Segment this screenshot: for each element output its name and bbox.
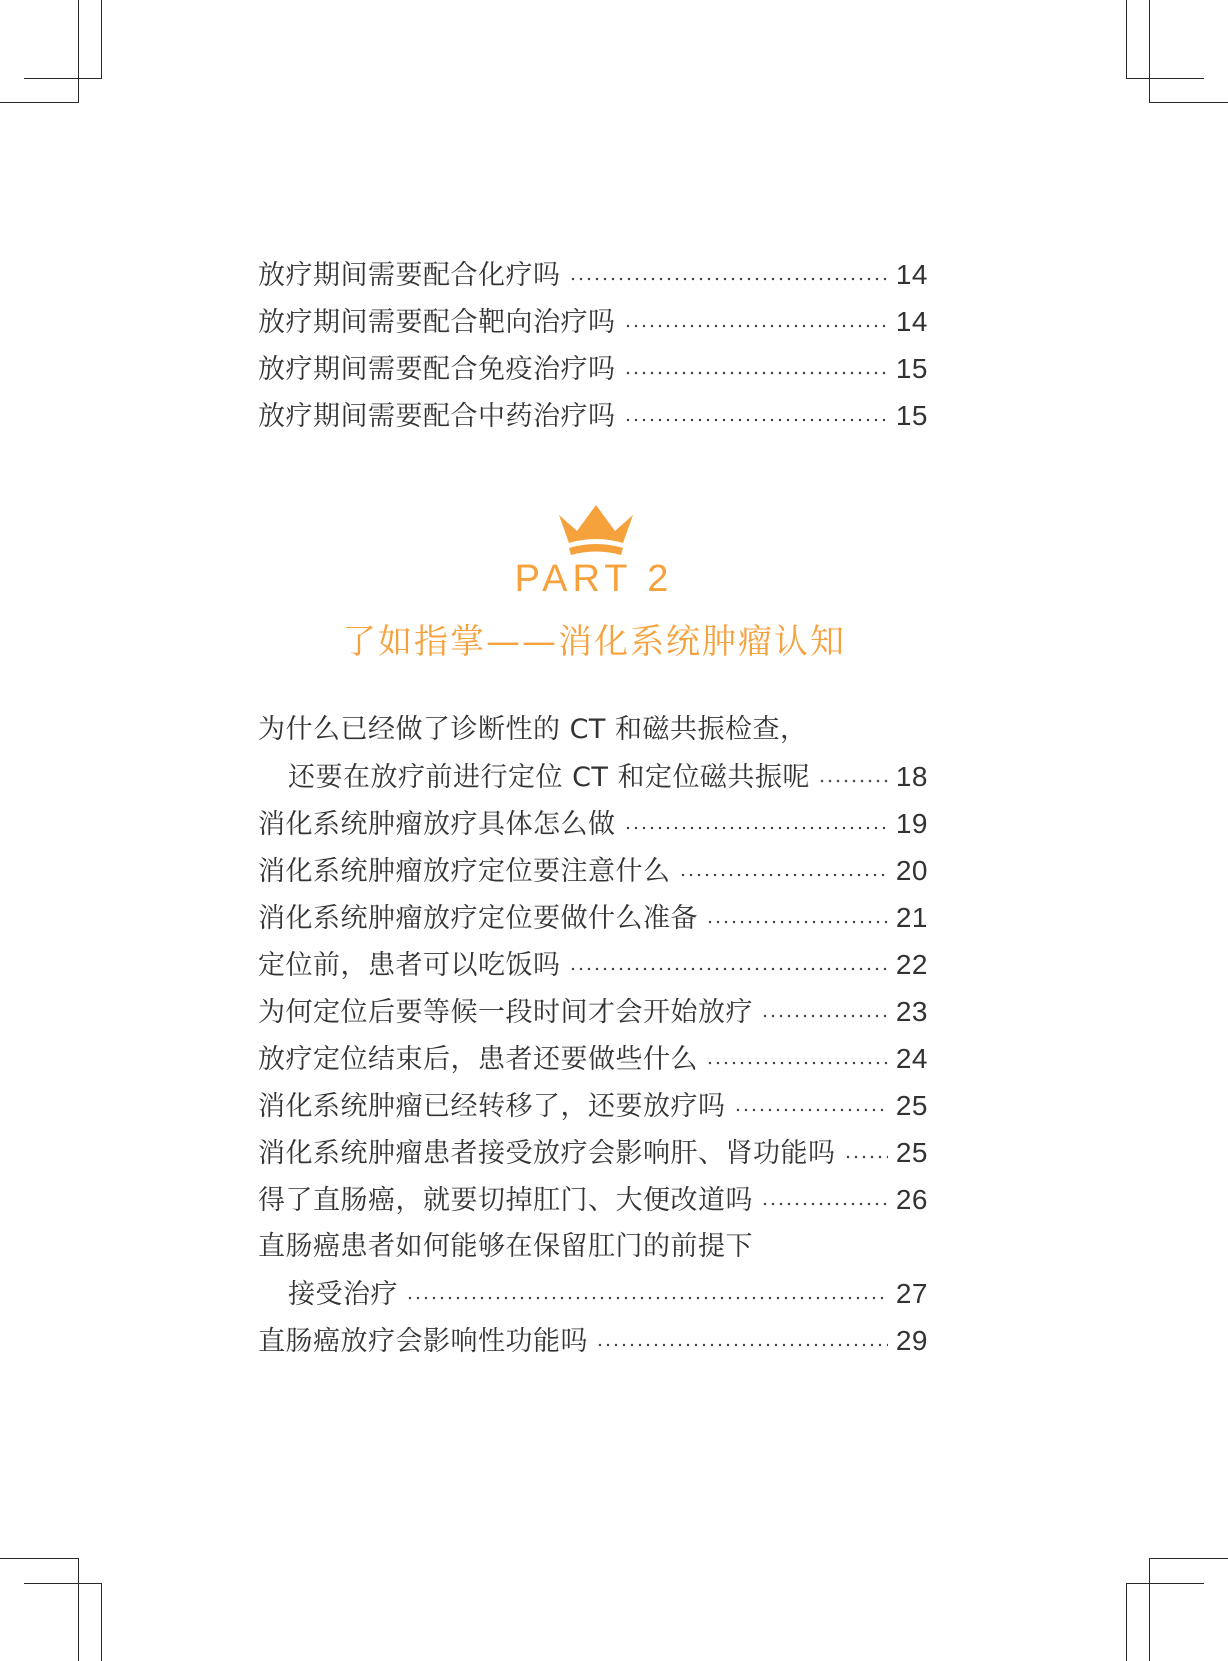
toc-entry-page: 24 bbox=[895, 1043, 928, 1074]
toc-entry-page: 21 bbox=[895, 902, 928, 933]
toc-entry-page: 23 bbox=[895, 996, 928, 1027]
toc-entry[interactable] bbox=[258, 941, 928, 988]
toc-entry-page: 14 bbox=[895, 259, 928, 290]
dot-leader bbox=[706, 920, 888, 924]
toc-entry[interactable] bbox=[258, 753, 928, 800]
toc-entry-title: 得了直肠癌，就要切掉肛门、大便改道吗 bbox=[258, 1185, 753, 1216]
dot-leader bbox=[624, 371, 888, 375]
crop-mark bbox=[1126, 78, 1204, 79]
crop-mark bbox=[24, 78, 102, 79]
toc-entry[interactable] bbox=[258, 345, 928, 392]
toc-entry-title: 消化系统肿瘤已经转移了，还要放疗吗 bbox=[258, 1091, 726, 1122]
crop-mark bbox=[1149, 1558, 1228, 1559]
toc-entry-page: 15 bbox=[895, 400, 928, 431]
dot-leader bbox=[761, 1014, 888, 1018]
toc-entry-page: 15 bbox=[895, 353, 928, 384]
crown-icon bbox=[557, 505, 635, 557]
toc-entry-title: 为什么已经做了诊断性的 CT 和磁共振检查， bbox=[258, 714, 808, 745]
toc-entry-page: 22 bbox=[895, 949, 928, 980]
toc-entry[interactable] bbox=[258, 988, 928, 1035]
crop-mark bbox=[0, 1558, 79, 1559]
toc-entry[interactable] bbox=[258, 847, 928, 894]
toc-entry-page: 20 bbox=[895, 855, 928, 886]
part-title: 了如指掌——消化系统肿瘤认知 bbox=[342, 622, 846, 662]
dot-leader bbox=[734, 1108, 888, 1112]
crop-mark bbox=[78, 1558, 79, 1661]
crop-mark bbox=[101, 1583, 102, 1661]
toc-entry-line[interactable] bbox=[258, 706, 928, 753]
crop-mark bbox=[1126, 1583, 1127, 1661]
toc-entry-line[interactable] bbox=[258, 1223, 928, 1270]
toc-entry[interactable] bbox=[258, 1035, 928, 1082]
toc-entry[interactable] bbox=[258, 894, 928, 941]
crop-mark bbox=[1126, 0, 1127, 79]
toc-entry-title: 消化系统肿瘤放疗定位要注意什么 bbox=[258, 856, 671, 887]
toc-entry-title: 消化系统肿瘤放疗具体怎么做 bbox=[258, 809, 616, 840]
toc-entry[interactable] bbox=[258, 1317, 928, 1364]
toc-part2-list bbox=[258, 706, 928, 1364]
toc-entry[interactable] bbox=[258, 1176, 928, 1223]
toc-entry-title: 直肠癌患者如何能够在保留肛门的前提下 bbox=[258, 1231, 753, 1262]
toc-entry-page: 18 bbox=[895, 761, 928, 792]
crop-mark bbox=[1149, 1558, 1150, 1661]
dot-leader bbox=[761, 1202, 888, 1206]
dot-leader bbox=[818, 779, 888, 783]
toc-entry-title: 消化系统肿瘤患者接受放疗会影响肝、肾功能吗 bbox=[258, 1138, 836, 1169]
toc-top bbox=[258, 251, 928, 439]
part-label: PART 2 bbox=[514, 558, 674, 600]
toc-entry-title: 放疗期间需要配合免疫治疗吗 bbox=[258, 354, 616, 385]
toc-entry[interactable] bbox=[258, 1270, 928, 1317]
toc-entry-title: 定位前，患者可以吃饭吗 bbox=[258, 950, 561, 981]
toc-entry-title: 放疗定位结束后，患者还要做些什么 bbox=[258, 1044, 698, 1075]
toc-top-list bbox=[258, 251, 928, 439]
crop-mark bbox=[1126, 1583, 1204, 1584]
toc-entry-page: 19 bbox=[895, 808, 928, 839]
toc-part2 bbox=[258, 706, 928, 1364]
crop-mark bbox=[1149, 102, 1228, 103]
toc-entry-title: 放疗期间需要配合中药治疗吗 bbox=[258, 401, 616, 432]
dot-leader bbox=[844, 1155, 888, 1159]
toc-entry[interactable] bbox=[258, 251, 928, 298]
toc-entry-page: 25 bbox=[895, 1137, 928, 1168]
toc-entry[interactable] bbox=[258, 800, 928, 847]
toc-entry-title: 为何定位后要等候一段时间才会开始放疗 bbox=[258, 997, 753, 1028]
toc-entry-title: 消化系统肿瘤放疗定位要做什么准备 bbox=[258, 903, 698, 934]
crop-mark bbox=[78, 0, 79, 103]
toc-entry-page: 14 bbox=[895, 306, 928, 337]
toc-entry-page: 27 bbox=[895, 1278, 928, 1309]
dot-leader bbox=[569, 967, 888, 971]
dot-leader bbox=[596, 1343, 888, 1347]
toc-entry-title: 接受治疗 bbox=[288, 1279, 398, 1310]
toc-entry-title: 直肠癌放疗会影响性功能吗 bbox=[258, 1326, 588, 1357]
toc-entry[interactable] bbox=[258, 298, 928, 345]
toc-entry-page: 25 bbox=[895, 1090, 928, 1121]
crop-mark bbox=[1149, 0, 1150, 103]
dot-leader bbox=[624, 324, 888, 328]
toc-entry-page: 26 bbox=[895, 1184, 928, 1215]
dot-leader bbox=[624, 418, 888, 422]
toc-entry-title: 放疗期间需要配合化疗吗 bbox=[258, 260, 561, 291]
dot-leader bbox=[679, 873, 888, 877]
toc-entry[interactable] bbox=[258, 392, 928, 439]
crop-mark bbox=[24, 1583, 102, 1584]
crop-mark bbox=[0, 102, 79, 103]
dot-leader bbox=[706, 1061, 888, 1065]
dot-leader bbox=[624, 826, 888, 830]
dot-leader bbox=[406, 1296, 888, 1300]
toc-entry-title: 放疗期间需要配合靶向治疗吗 bbox=[258, 307, 616, 338]
toc-entry[interactable] bbox=[258, 1082, 928, 1129]
toc-entry-title: 还要在放疗前进行定位 CT 和定位磁共振呢 bbox=[288, 762, 811, 793]
crop-mark bbox=[101, 0, 102, 79]
dot-leader bbox=[569, 277, 888, 281]
toc-entry[interactable] bbox=[258, 1129, 928, 1176]
toc-entry-page: 29 bbox=[895, 1325, 928, 1356]
